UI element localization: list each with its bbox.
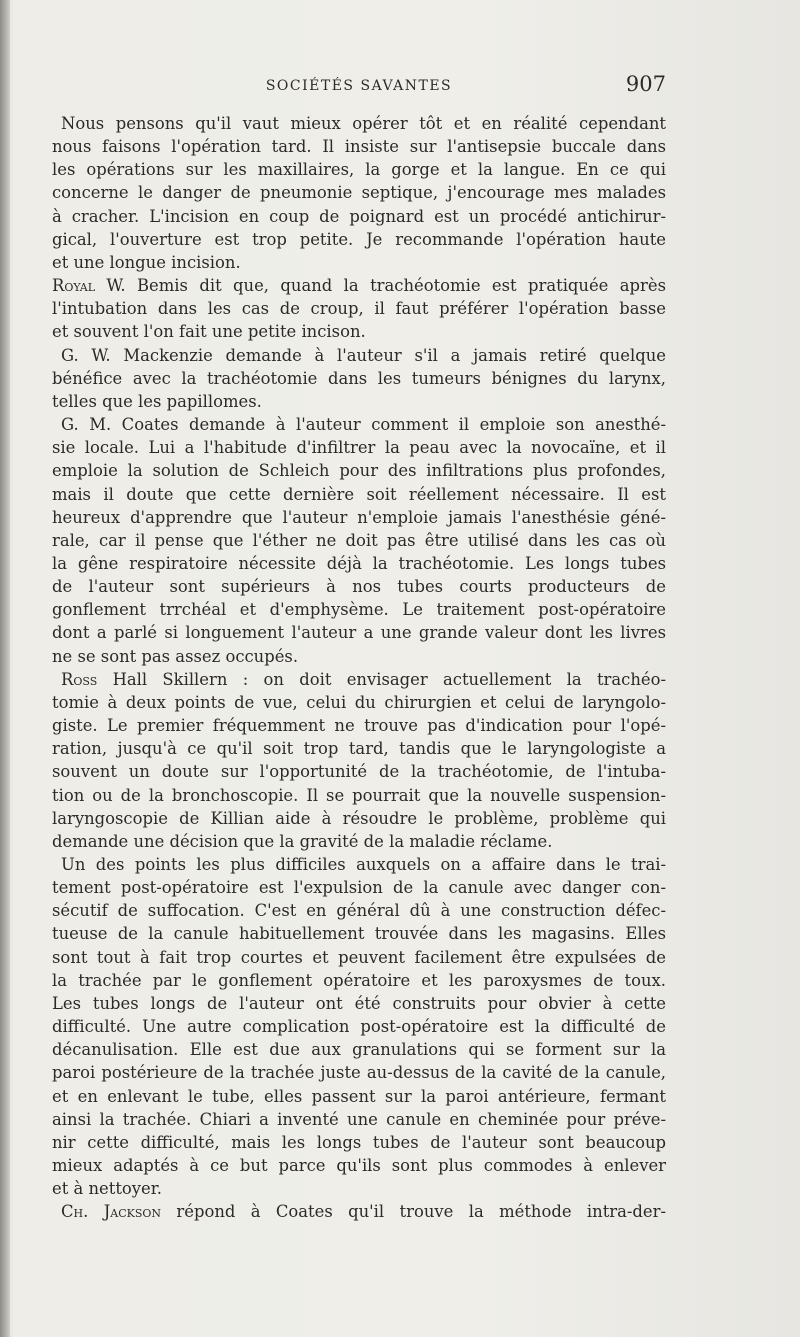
- text-line: la gêne respiratoire nécessite déjà la trachéotomie. Les longs tubes: [52, 553, 666, 573]
- text-line: concerne le danger de pneumonie septique, j'encourage mes malades: [52, 183, 666, 203]
- text-line: demande une décision que la gravité de la maladie réclame.: [52, 831, 553, 851]
- text-line: les opérations sur les maxillaires, la gorge et la langue. En ce qui: [52, 160, 666, 180]
- text-line: heureux d'apprendre que l'auteur n'emploie jamais l'anesthésie géné-: [52, 507, 666, 527]
- text-line: décanulisation. Elle est due aux granulations qui se forment sur la: [52, 1040, 666, 1060]
- text-line: ration, jusqu'à ce qu'il soit trop tard, tandis que le laryngologiste a: [52, 739, 666, 759]
- text-line: souvent un doute sur l'opportunité de la trachéotomie, de l'intuba-: [52, 762, 666, 782]
- text-line-content: Hall Skillern : on doit envisager actuellement la trachéo-: [112, 669, 666, 689]
- text-line: et souvent l'on fait une petite incison.: [52, 322, 366, 342]
- text-line: nir cette difficulté, mais les longs tubes de l'auteur sont beaucoup: [52, 1132, 666, 1152]
- text-line: difficulté. Une autre complication post-opératoire est la difficulté de: [52, 1017, 666, 1037]
- text-line: ne se sont pas assez occupés.: [52, 646, 299, 666]
- text-line: l'intubation dans les cas de croup, il faut préférer l'opération basse: [52, 299, 666, 319]
- text-line: Un des points les plus difficiles auxquels on a affaire dans le trai-: [61, 855, 666, 874]
- speaker-name: Royal: [52, 276, 96, 296]
- text-line: tion ou de la bronchoscopie. Il se pourrait que la nouvelle suspension-: [52, 785, 666, 805]
- text-line: G. M. Coates demande à l'auteur comment il emploie son anesthé-: [61, 415, 666, 435]
- text-line: et une longue incision.: [52, 252, 241, 272]
- speaker-name: Ross: [61, 669, 98, 689]
- text-line: de l'auteur sont supérieurs à nos tubes courts producteurs de: [52, 577, 666, 597]
- text-line: giste. Le premier fréquemment ne trouve pas d'indication pour l'opé-: [52, 716, 666, 736]
- text-line: nous faisons l'opération tard. Il insiste sur l'antisepsie buccale dans: [52, 137, 666, 157]
- text-line: à cracher. L'incision en coup de poignard est un procédé antichirur-: [52, 206, 666, 226]
- text-line: tement post-opératoire est l'expulsion de la canule avec danger con-: [52, 878, 666, 898]
- text-line: sont tout à fait trop courtes et peuvent facilement être expulsées de: [52, 947, 666, 967]
- text-line: mieux adaptés à ce but parce qu'ils sont plus commodes à enlever: [52, 1156, 666, 1176]
- text-line: ainsi la trachée. Chiari a inventé une canule en cheminée pour préve-: [52, 1109, 666, 1129]
- speaker-name: Ch. Jackson: [61, 1202, 162, 1222]
- text-line: tueuse de la canule habituellement trouvée dans les magasins. Elles: [52, 924, 666, 944]
- text-line: paroi postérieure de la trachée juste au-dessus de la cavité de la canule,: [52, 1063, 666, 1083]
- text-line-content: W. Bemis dit que, quand la trachéotomie est pratiquée après: [106, 276, 666, 296]
- text-line: gical, l'ouverture est trop petite. Je recommande l'opération haute: [52, 229, 666, 249]
- text-line-content: répond à Coates qu'il trouve la méthode intra-der-: [176, 1202, 666, 1222]
- text-line: la trachée par le gonflement opératoire et les paroxysmes de toux.: [52, 970, 666, 990]
- text-line: gonflement trrchéal et d'emphysème. Le traitement post-opératoire: [52, 600, 666, 620]
- text-line: rale, car il pense que l'éther ne doit pas être utilisé dans les cas où: [52, 530, 666, 550]
- text-line: emploie la solution de Schleich pour des infiltrations plus profondes,: [52, 461, 666, 481]
- text-line: dont a parlé si longuement l'auteur a une grande valeur dont les livres: [52, 623, 666, 643]
- text-line: laryngoscopie de Killian aide à résoudre le problème, problème qui: [52, 808, 666, 828]
- book-spine-shadow: [0, 0, 10, 1337]
- text-line: [52, 274, 666, 297]
- text-line: tomie à deux points de vue, celui du chirurgien et celui de laryngolo-: [52, 692, 666, 712]
- text-line: bénéfice avec la trachéotomie dans les tumeurs bénignes du larynx,: [52, 368, 666, 388]
- text-line: et à nettoyer.: [52, 1179, 162, 1199]
- text-line: [52, 1200, 666, 1223]
- page-header: [52, 74, 666, 104]
- text-line: Nous pensons qu'il vaut mieux opérer tôt et en réalité cependant: [61, 114, 666, 133]
- text-line: [52, 668, 666, 691]
- page-number: 907: [625, 72, 666, 96]
- text-line: et en enlevant le tube, elles passent sur la paroi antérieure, fermant: [52, 1086, 666, 1106]
- text-line: sécutif de suffocation. C'est en général dû à une construction défec-: [52, 901, 666, 921]
- text-line: G. W. Mackenzie demande à l'auteur s'il a jamais retiré quelque: [61, 345, 666, 365]
- text-line: mais il doute que cette dernière soit réellement nécessaire. Il est: [52, 484, 666, 504]
- text-line: Les tubes longs de l'auteur ont été construits pour obvier à cette: [52, 993, 666, 1013]
- text-line: sie locale. Lui a l'habitude d'infiltrer la peau avec la novocaïne, et il: [52, 438, 666, 458]
- body-text: [52, 112, 666, 1224]
- text-line: telles que les papillomes.: [52, 391, 262, 411]
- running-title: SOCIÉTÉS SAVANTES: [265, 78, 453, 94]
